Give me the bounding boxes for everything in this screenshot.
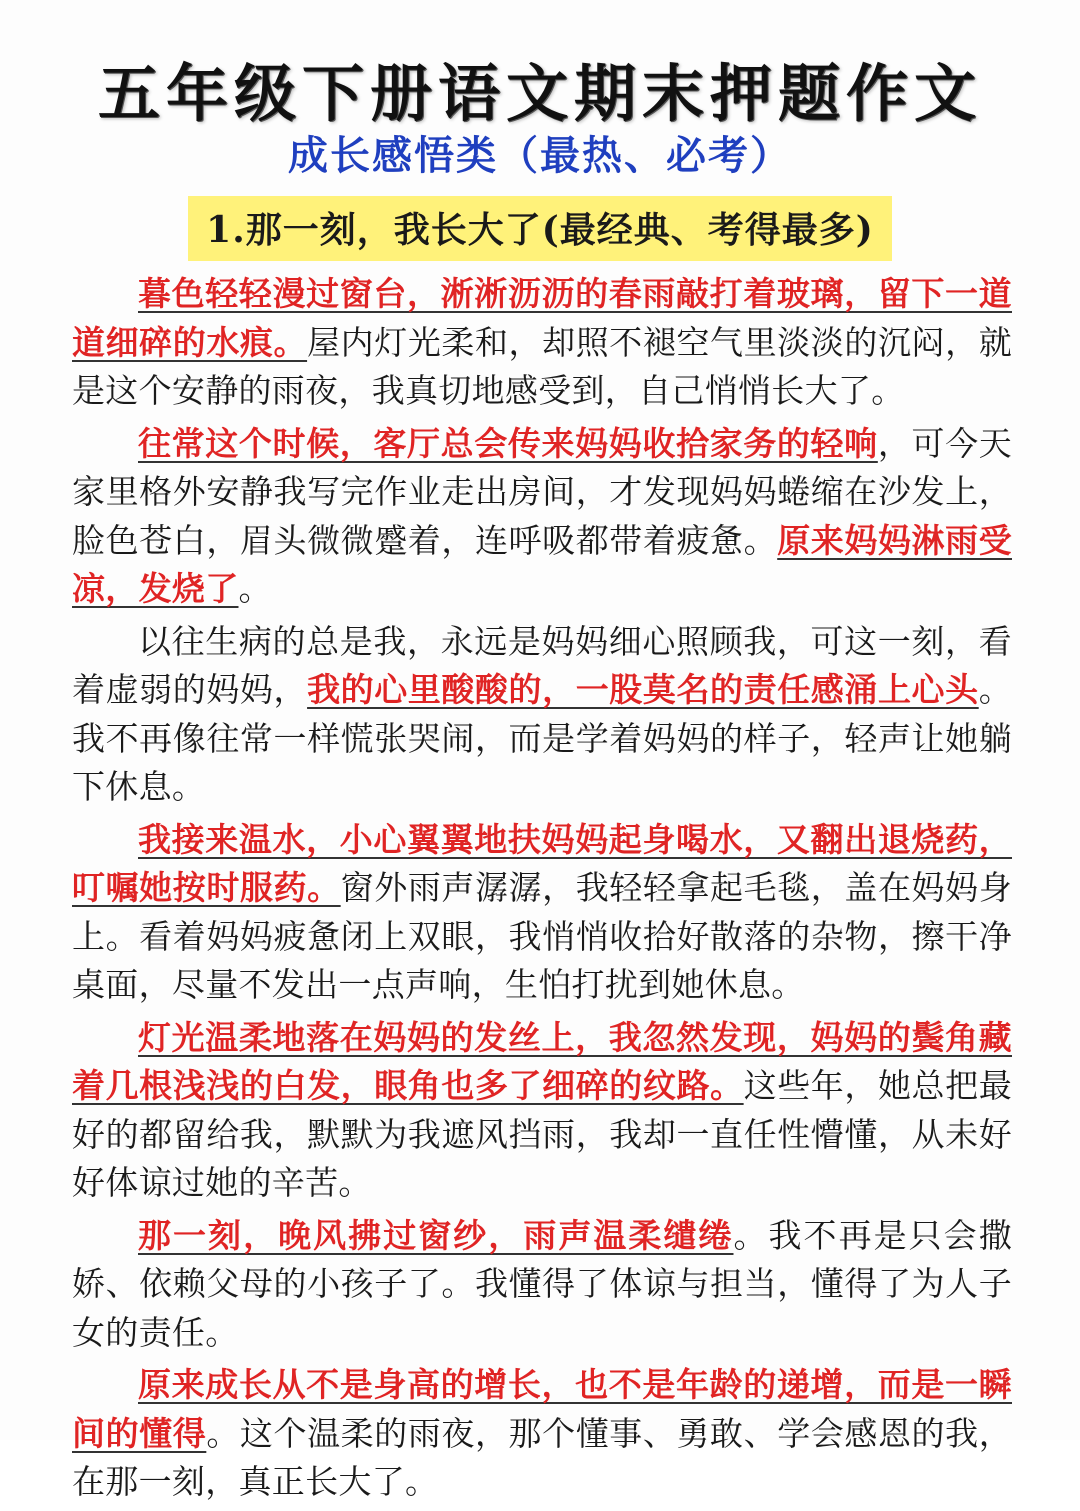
essay-paragraph: [72, 420, 1012, 614]
text-segment: 。我不再是只会撒娇、依赖父母的小孩子了。我懂得了体谅与担当，懂得了为人子女的责任。: [72, 1215, 1012, 1352]
text-segment: 这些年，她总把最好的都留给我，默默为我遮风挡雨，我却一直任性懵懂，从未好好体谅过她的辛苦。: [72, 1066, 1012, 1202]
text-segment: 原来妈妈淋雨受凉，发烧了: [72, 520, 1012, 608]
essay-paragraph: [72, 816, 1012, 1010]
page-title: 五年级下册语文期末押题作文: [97, 57, 982, 130]
essay-body: [72, 270, 1012, 1511]
text-segment: ，可今天家里格外安静我写完作业走出房间，才发现妈妈蜷缩在沙发上，脸色苍白，眉头微微蹙着，连呼吸都带着疲惫。: [72, 423, 1012, 560]
category-subtitle: 成长感悟类（最热、必考）: [288, 133, 792, 179]
text-segment: 我接来温水，小心翼翼地扶妈妈起身喝水，又翻出退烧药，叮嘱她按时服药。: [72, 819, 1012, 907]
text-segment: 。我不再像往常一样慌张哭闹，而是学着妈妈的样子，轻声让她躺下休息。: [72, 670, 1013, 806]
topic-banner: [0, 196, 1080, 261]
text-segment: 窗外雨声潺潺，我轻轻拿起毛毯，盖在妈妈身上。看着妈妈疲惫闭上双眼，我悄悄收拾好散落的杂物，擦干净桌面，尽量不发出一点声响，生怕打扰到她休息。: [72, 868, 1012, 1004]
text-segment: 往常这个时候，客厅总会传来妈妈收拾家务的轻响: [138, 423, 878, 463]
text-segment: 。这个温柔的雨夜，那个懂事、勇敢、学会感恩的我，在那一刻，真正长大了。: [72, 1413, 1012, 1501]
essay-paragraph: [72, 1361, 1012, 1507]
text-segment: 灯光温柔地落在妈妈的发丝上，我忽然发现，妈妈的鬓角藏着几根浅浅的白发，眼角也多了细碎的纹路。: [72, 1017, 1012, 1105]
text-segment: 那一刻，晚风拂过窗纱，雨声温柔缱绻: [138, 1215, 734, 1255]
text-segment: 。: [238, 569, 272, 608]
essay-paragraph: [72, 1014, 1012, 1208]
essay-paragraph: [72, 618, 1012, 812]
text-segment: 原来成长从不是身高的增长，也不是年龄的递增，而是一瞬间的懂得: [72, 1365, 1012, 1453]
text-segment: 屋内灯光柔和，却照不褪空气里淡淡的沉闷，就是这个安静的雨夜，我真切地感受到，自己悄悄长大了。: [72, 322, 1012, 410]
essay-paragraph: [72, 270, 1012, 416]
text-segment: 以往生病的总是我，永远是妈妈细心照顾我，可这一刻，看着虚弱的妈妈，: [72, 621, 1012, 709]
essay-paragraph: [72, 1212, 1012, 1358]
essay-topic: 1.那一刻，我长大了(最经典、考得最多): [188, 196, 892, 261]
text-segment: 暮色轻轻漫过窗台，淅淅沥沥的春雨敲打着玻璃，留下一道道细碎的水痕。: [72, 274, 1012, 362]
text-segment: 我的心里酸酸的，一股莫名的责任感涌上心头: [307, 670, 979, 709]
